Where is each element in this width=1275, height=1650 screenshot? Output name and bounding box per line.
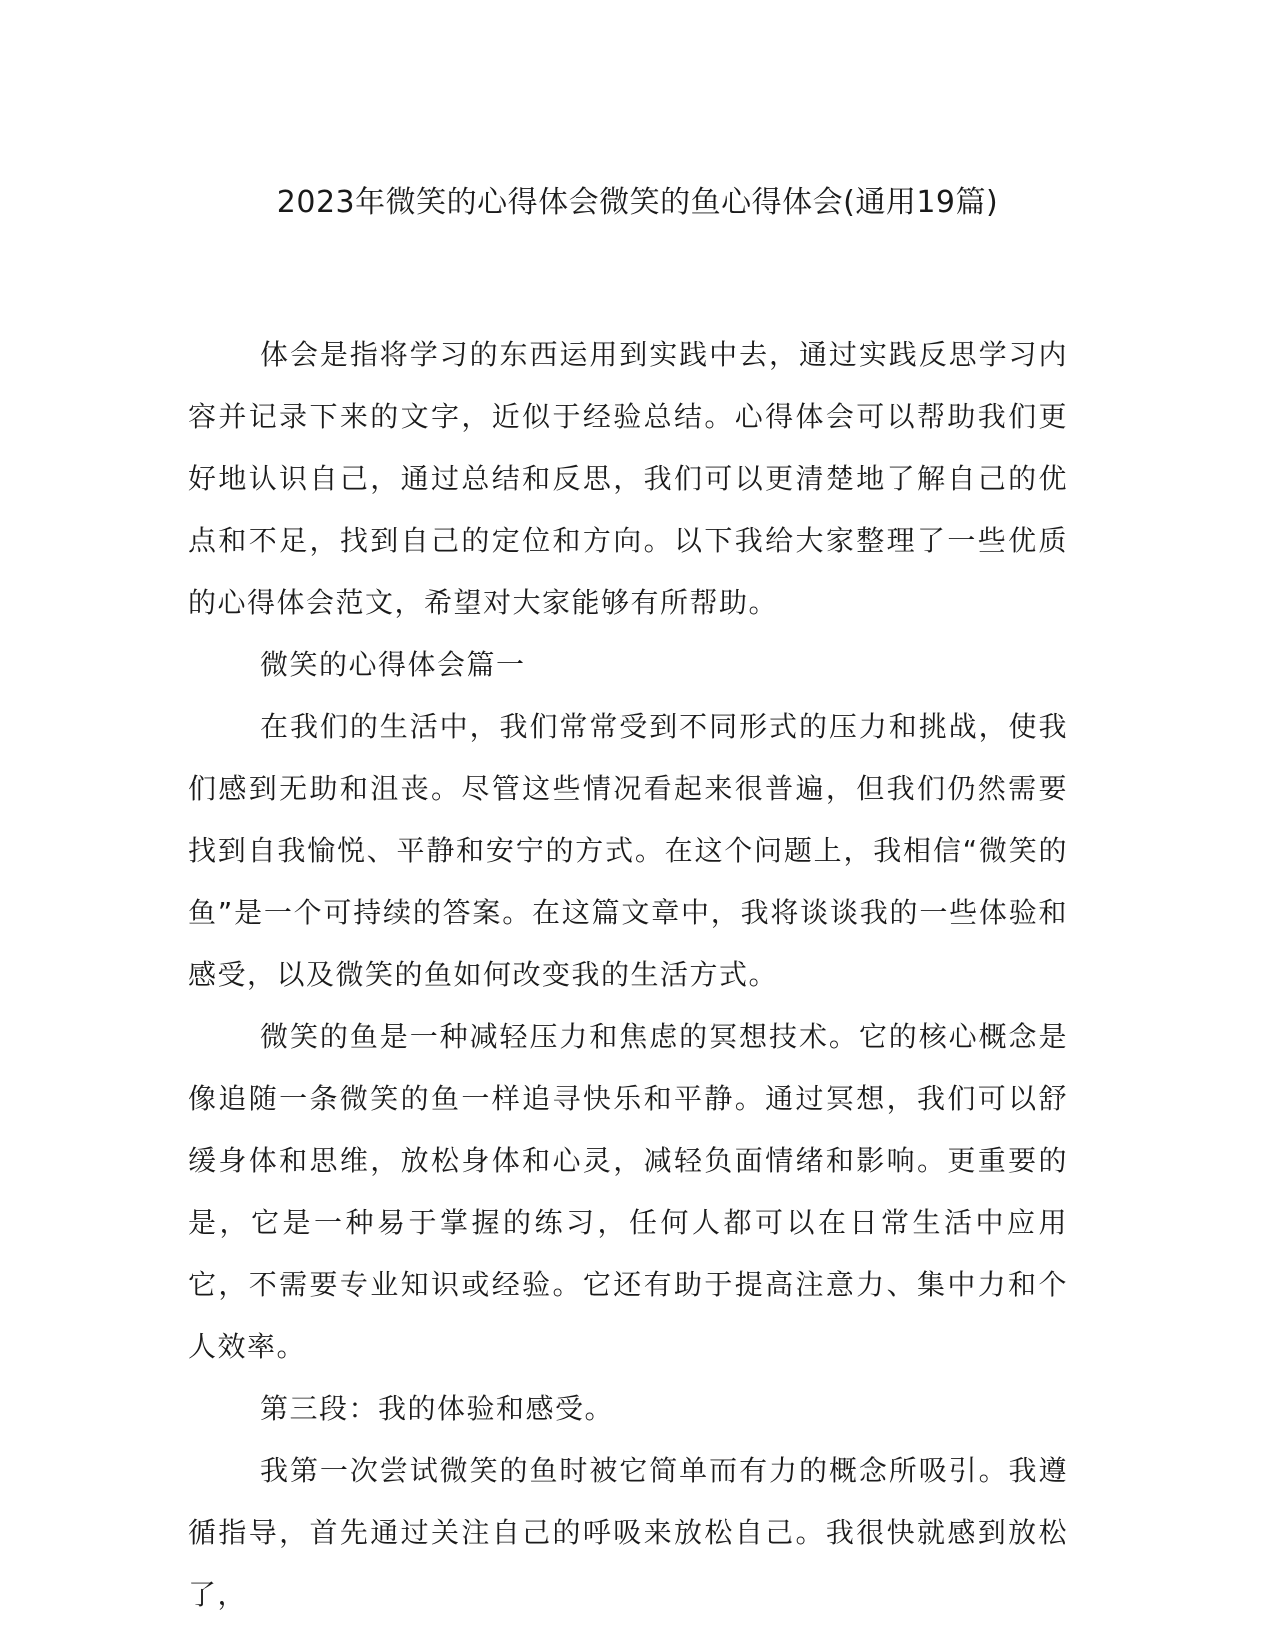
document-body — [188, 324, 1068, 1626]
section-heading-paragraph-three: 第三段：我的体验和感受。 — [260, 1392, 615, 1425]
body-paragraph: 在我们的生活中，我们常常受到不同形式的压力和挑战，使我们感到无助和沮丧。尽管这些情况看起来很普遍，但我们仍然需要找到自我愉悦、平静和安宁的方式。在这个问题上，我相信“微笑的鱼”是一个可持续的答案。在这篇文章中，我将谈谈我的一些体验和感受，以及微笑的鱼如何改变我的生活方式。 — [188, 710, 1068, 991]
intro-paragraph: 体会是指将学习的东西运用到实践中去，通过实践反思学习内容并记录下来的文字，近似于经验总结。心得体会可以帮助我们更好地认识自己，通过总结和反思，我们可以更清楚地了解自己的优点和不足，找到自己的定位和方向。以下我给大家整理了一些优质的心得体会范文，希望对大家能够有所帮助。 — [188, 338, 1068, 619]
body-paragraph: 我第一次尝试微笑的鱼时被它简单而有力的概念所吸引。我遵循指导，首先通过关注自己的呼吸来放松自己。我很快就感到放松了， — [188, 1454, 1068, 1611]
document-title: 2023年微笑的心得体会微笑的鱼心得体会(通用19篇) — [276, 185, 999, 220]
body-paragraph: 微笑的鱼是一种减轻压力和焦虑的冥想技术。它的核心概念是像追随一条微笑的鱼一样追寻快乐和平静。通过冥想，我们可以舒缓身体和思维，放松身体和心灵，减轻负面情绪和影响。更重要的是，它是一种易于掌握的练习，任何人都可以在日常生活中应用它，不需要专业知识或经验。它还有助于提高注意力、集中力和个人效率。 — [188, 1020, 1068, 1363]
section-heading-part-one: 微笑的心得体会篇一 — [260, 648, 526, 681]
